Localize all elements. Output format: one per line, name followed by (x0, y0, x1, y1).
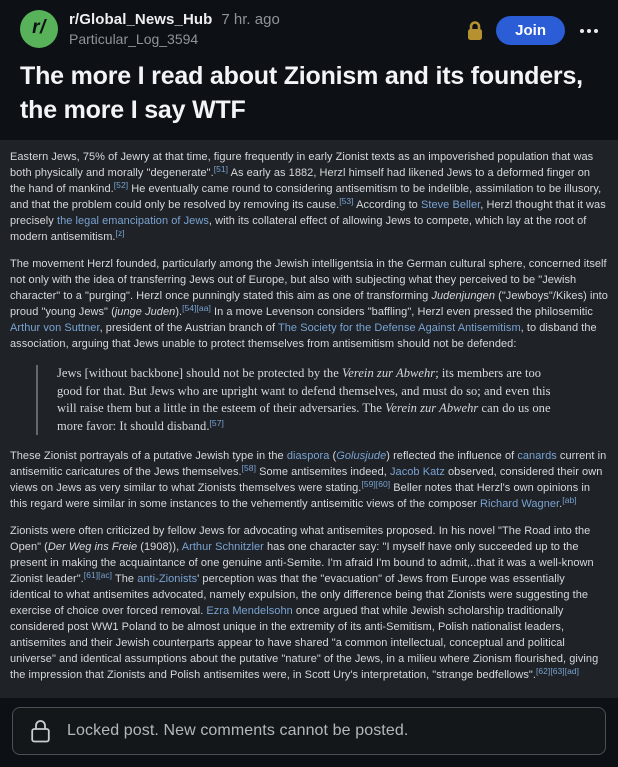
citation-link[interactable]: [54][aa] (182, 303, 211, 313)
citation-link[interactable]: [58] (241, 463, 256, 473)
inline-link[interactable]: Arthur Schnitzler (181, 541, 264, 553)
text-segment: . (559, 498, 563, 510)
text-segment: Zionists were often criticized by fellow Jews for advocating what antisemites proposed. In his novel "The Road into the Open" ( (10, 525, 591, 553)
citation-link[interactable]: [z] (115, 228, 125, 238)
citation-link[interactable]: [52] (113, 180, 129, 190)
text-segment: ' perception was that the "evacuation" of Jews from Europe was essentially identical to what antisemites advocated, namely expulsion, the only difference being that Zionists were suggesting the exercise of choice over forced removal. (10, 573, 589, 617)
text-segment: , Herzl thought that it was precisely (10, 199, 606, 227)
post-author[interactable]: Particular_Log_3594 (69, 31, 199, 47)
text-segment: observed, considered their own views on Jews as very similar to what Zionists themselves were stating. (10, 466, 603, 494)
inline-link[interactable]: Jacob Katz (389, 466, 445, 478)
citation-link[interactable]: [53] (339, 196, 354, 206)
text-segment: Some antisemites indeed, (256, 466, 390, 478)
article-body (0, 140, 618, 698)
text-segment: ). (175, 306, 183, 318)
text-segment: once argued that while Jewish scholarship traditionally considered post WW1 Poland to be almost unique in the extremity of its anti-Semitism, Polish nationalist leaders, antisemites and their Jewish counterparts appear to have shared "a common intellectual, conceptual and political universe" and identical assumptions about the putative "nature" of the Jews, in a milieu where Zionism flourished, giving the impression that Zionists and Polish antisemites were, in Scott Ury's interpretation, "strange bedfellows". (10, 605, 599, 681)
citation-link[interactable]: [57] (209, 417, 224, 428)
text-segment: junge Juden (114, 306, 176, 318)
text-segment: Eastern Jews, 75% of Jewry at that time, figure frequently in early Zionist texts as an impoverished population that was both physically and morally "degenerate". (10, 151, 594, 179)
inline-link[interactable]: diaspora (286, 450, 330, 462)
subreddit-name[interactable]: r/Global_News_Hub (69, 11, 213, 28)
text-segment: These Zionist portrayals of a putative Jewish type in the (10, 450, 287, 462)
subreddit-avatar-label: r/ (32, 17, 46, 38)
text-segment: The movement Herzl founded, particularly among the Jewish intelligentsia in the German cultural sphere, concerned itself not only with the idea of transferring Jews out of Europe, but also with subjecting what they perceived to be "Jewish character" to a "purging". Herzl once punningly stated this aim as one of transforming (10, 258, 607, 302)
subreddit-avatar[interactable] (20, 10, 58, 48)
text-segment: Judenjungen (431, 290, 496, 302)
text-segment: ; its members are too good for that. But Jews who are upright want to defend themselves, and must do so; and even this will raise them but a little in the esteem of their adversaries. The (57, 366, 551, 415)
citation-link[interactable]: [62][63][ad] (535, 666, 580, 676)
header-actions (467, 10, 600, 45)
text-segment: ) reflected the influence of (386, 450, 518, 462)
inline-link[interactable]: Arthur von Suttner (10, 322, 100, 334)
text-segment: Jews [without backbone] should not be protected by the (57, 366, 342, 380)
body-paragraph (10, 523, 608, 683)
citation-link[interactable]: [51] (213, 164, 229, 174)
post-meta (69, 10, 456, 47)
text-segment: , president of the Austrian branch of (99, 322, 278, 334)
text-segment: Verein zur Abwehr (341, 366, 436, 380)
text-segment: can do us one more favor: It should disband. (57, 401, 551, 433)
text-segment: In a move Levenson considers "baffling", Herzl even pressed the philosemitic (210, 306, 593, 318)
text-segment: Der Weg ins Freie (47, 541, 138, 553)
inline-link[interactable]: The Society for the Defense Against Antisemitism (277, 322, 521, 334)
text-segment: , to disband the association, arguing that Jews unable to protect themselves from antisemitism should not be defended: (10, 322, 597, 350)
lock-icon (31, 719, 50, 743)
citation-link[interactable]: [ab] (562, 495, 577, 505)
body-paragraph (10, 149, 608, 245)
blockquote (36, 365, 568, 435)
post-timestamp: 7 hr. ago (221, 11, 280, 28)
locked-message: Locked post. New comments cannot be posted. (67, 722, 409, 739)
inline-link[interactable]: Richard Wagner (480, 498, 560, 510)
citation-link[interactable]: [59][60] (361, 479, 391, 489)
text-segment: As early as 1882, Herzl himself had likened Jews to a deformed finger on the hand of mankind. (10, 167, 591, 195)
text-segment: According to (353, 199, 421, 211)
inline-link[interactable]: canards (517, 450, 557, 462)
overflow-menu-icon[interactable] (578, 23, 600, 39)
text-segment: , with its collateral effect of allowing Jews to compete, which lay at the root of modern antisemitism. (10, 215, 587, 243)
text-segment: ("Jewboys"/Kikes) into proud "young Jews" ( (10, 290, 608, 318)
locked-post-icon (467, 21, 483, 41)
text-segment: The (112, 573, 138, 585)
inline-link[interactable]: Golusjude (336, 450, 387, 462)
citation-link[interactable]: [61][ac] (83, 570, 113, 580)
locked-post-banner (12, 707, 606, 755)
inline-link[interactable]: anti-Zionists (137, 573, 198, 585)
text-segment: ( (329, 450, 337, 462)
body-paragraph (10, 448, 608, 512)
text-segment: (1908)), (137, 541, 182, 553)
text-segment: He eventually came round to considering antisemitism to be indelible, assimilation to be illusory, and that the problem could only be resolved by removing its cause. (10, 183, 602, 211)
post-header (0, 0, 618, 48)
inline-link[interactable]: the legal emancipation of Jews (56, 215, 209, 227)
text-segment: has one character say: "I myself have only succeeded up to the present in making the acquaintance of one genuine anti-Semite. I'm afraid I'm bound to admit,..that it was a well-known Zionist leader". (10, 541, 594, 585)
body-paragraph (10, 256, 608, 352)
inline-link[interactable]: Ezra Mendelsohn (206, 605, 293, 617)
inline-link[interactable]: Steve Beller (420, 199, 481, 211)
text-segment: Verein zur Abwehr (385, 401, 479, 415)
join-button[interactable]: Join (496, 16, 565, 45)
text-segment: Beller notes that Herzl's own opinions in this regard were similar in some instances to the vehemently antisemitic views of the composer (10, 482, 591, 510)
post-title: The more I read about Zionism and its founders, the more I say WTF (20, 62, 583, 124)
text-segment: current in antisemitic caricatures of the Jews themselves. (10, 450, 607, 478)
